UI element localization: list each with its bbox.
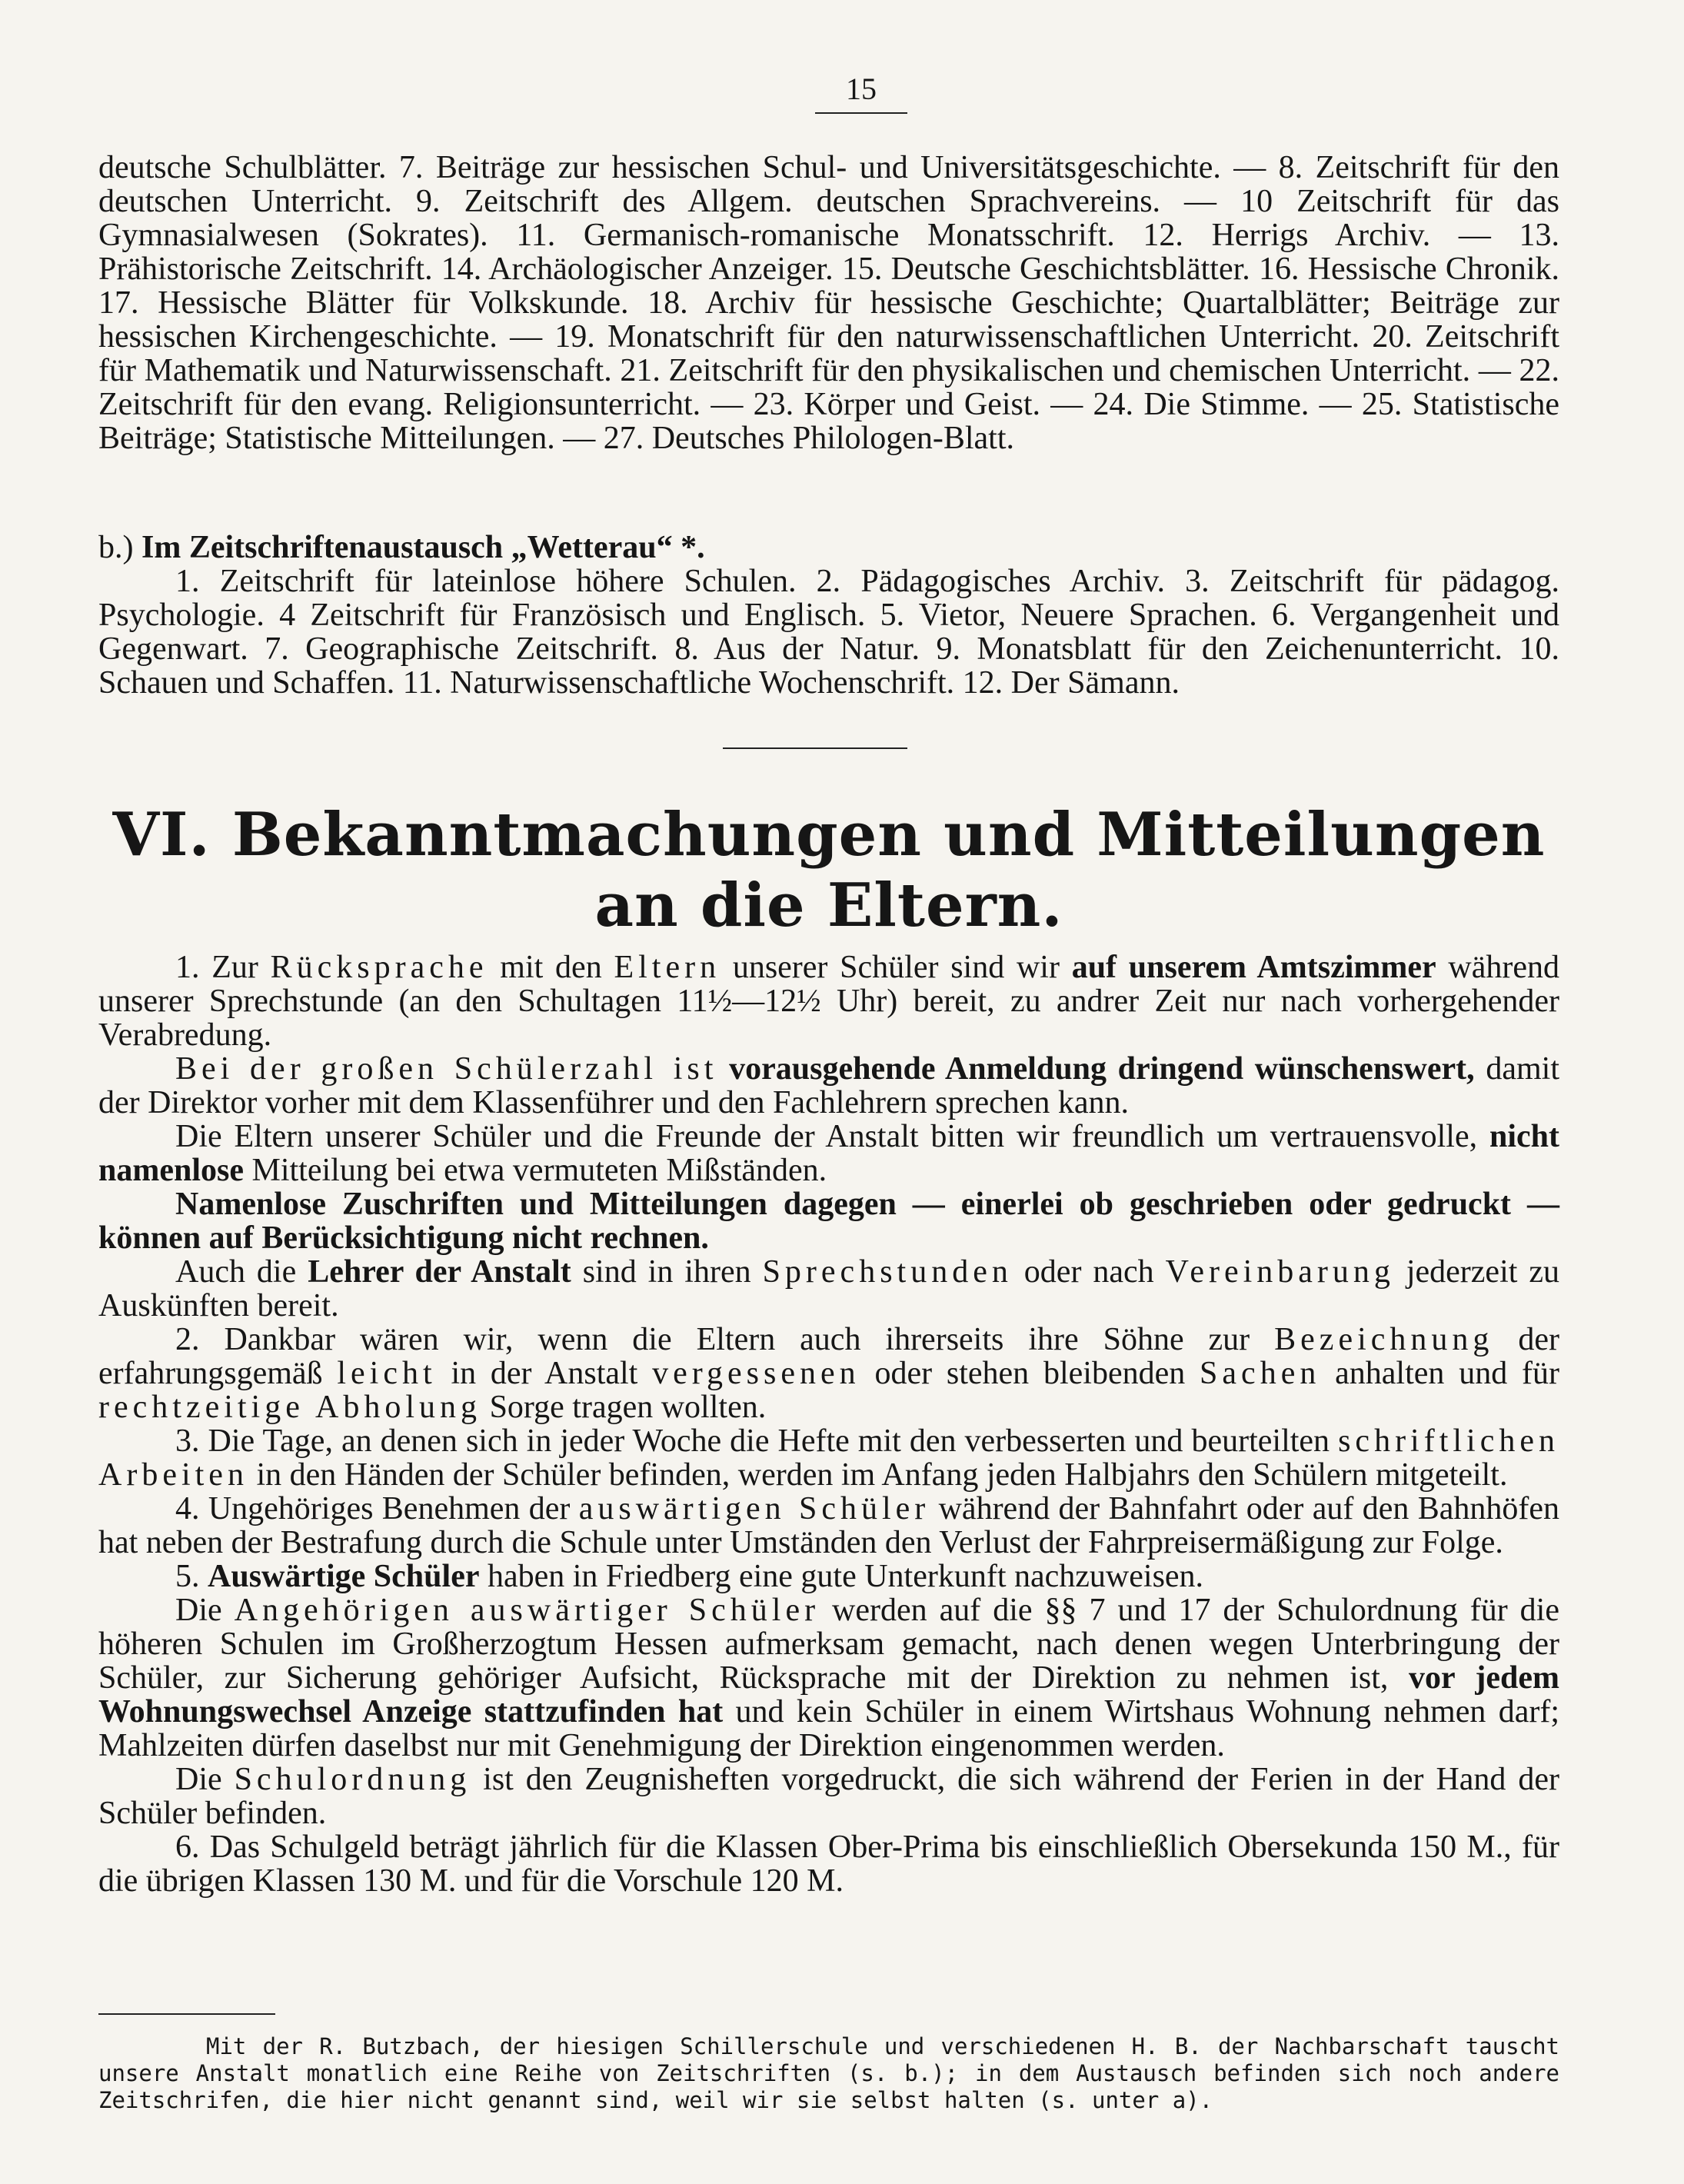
notice-1-text: unserer Schüler sind wir (721, 950, 1072, 985)
footnote-rule (98, 2013, 275, 2015)
notice-1-text: mit den (488, 950, 614, 985)
relatives-text: werden auf die §§ 7 und 17 der Schulordnung für die höheren Schulen im Großherzogtum Hessen aufmerksam gemacht, nach denen wegen Unterbringung der Schüler, zur Sicherung gehöriger Aufsicht, Rücksprache mit der Direktion zu nehmen ist, (98, 1593, 1559, 1696)
footnote-text: Mit der R. Butzbach, der hiesigen Schillerschule und verschiedenen H. B. der Nachbarschaft tauscht unsere Anstalt monatlich eine Reihe von Zeitschriften (s. b.); in dem Austausch befinden sich noch andere Zeitschrifen, die hier nicht genannt sind, weil wir sie selbst halten (s. unter a). (98, 2033, 1559, 2113)
notice-2-text: 2. Dankbar wären wir, wenn die Eltern auch ihrerseits ihre Söhne zur (175, 1322, 1275, 1357)
notice-6: 6. Das Schulgeld beträgt jährlich für die Klassen Ober-Prima bis einschließlich Obersekunda 150 M., für die übrigen Klassen 130 M. und für die Vorschule 120 M. (98, 1829, 1559, 1899)
notice-1-registration (98, 1052, 1559, 1120)
notice-1-spaced: Rücksprache (270, 950, 488, 985)
notice-5-school-rules (98, 1763, 1559, 1830)
notice-1-spaced: Eltern (614, 950, 721, 985)
journal-list-a-text: deutsche Schulblätter. 7. Beiträge zur hessischen Schul- und Universitätsgeschichte. — 8. Zeitschrift für den deutschen Unterricht. 9. Zeitschrift des Allgem. deutschen Sprachvereins. — 10 Zeitschrift für das Gymnasialwesen (Sokrates). 11. Germanisch-romanische Monatsschrift. 12. Herrigs Archiv. — 13. Prähistorische Zeitschrift. 14. Archäologischer Anzeiger. 15. Deutsche Geschichtsblätter. 16. Hessische Chronik. 17. Hessische Blätter für Volkskunde. 18. Archiv für hessische Geschichte; Quartalblätter; Beiträge zur hessischen Kirchengeschichte. — 19. Monatschrift für den naturwissenschaftlichen Unterricht. 20. Zeitschrift für Mathematik und Naturwissenschaft. 21. Zeitschrift für den physikalischen und chemischen Unterricht. — 22. Zeitschrift für den evang. Religionsunterricht. — 23. Körper und Geist. — 24. Die Stimme. — 25. Statistische Beiträge; Statistische Mitteilungen. — 27. Deutsches Philologen-Blatt. (98, 150, 1559, 456)
notice-2-text: der erfahrungsgemäß (98, 1322, 1559, 1391)
notice-4-text: 4. Ungehöriges Benehmen der (175, 1491, 579, 1526)
notice-2-text: in der Anstalt (436, 1356, 653, 1391)
notice-2 (98, 1323, 1559, 1424)
notice-2-spaced: Bezeichnung (1274, 1322, 1494, 1357)
teachers-bold: Lehrer der Anstalt (308, 1254, 571, 1290)
notice-2-spaced: leicht (337, 1356, 437, 1391)
notice-1-parents (98, 1120, 1559, 1187)
teachers-text: Auch die (175, 1254, 308, 1290)
school-rules-text: ist den Zeugnisheften vorgedruckt, die sich während der Ferien in der Hand der Schüler befinden. (98, 1762, 1559, 1831)
section-b-end-rule (723, 747, 907, 749)
notice-2-text: Sorge tragen wollten. (481, 1390, 767, 1425)
notice-4-spaced: auswärtigen Schüler (578, 1491, 930, 1526)
notice-1-text: während unserer Sprechstunde (an den Schultagen 11½—12½ Uhr) bereit, zu andrer Zeit nur nach vorhergehender Verabredung. (98, 950, 1559, 1053)
notice-5-text: 5. (175, 1559, 208, 1594)
notice-3-text: in den Händen der Schüler befinden, werden im Anfang jeden Halbjahrs den Schülern mitgeteilt. (248, 1457, 1508, 1493)
section-heading-line2: an die Eltern. (594, 871, 1063, 941)
footnote (98, 2033, 1559, 2114)
notice-4-text: während der Bahnfahrt oder auf den Bahnhöfen hat neben der Bestrafung durch die Schule unter Umständen den Verlust der Fahrpreisermäßigung zur Folge. (98, 1491, 1559, 1560)
section-b (98, 531, 1559, 700)
page-number: 15 (846, 72, 877, 106)
journal-list-a (98, 151, 1559, 455)
section-heading-line1: VI. Bekanntmachungen und Mitteilungen (112, 800, 1546, 870)
notice-2-text: oder stehen bleibenden (860, 1356, 1200, 1391)
notice-1 (98, 951, 1559, 1052)
section-heading (98, 800, 1559, 941)
notice-3 (98, 1424, 1559, 1492)
notice-3-text: 3. Die Tage, an denen sich in jeder Woche die Hefte mit den verbesserten und beurteilten (175, 1423, 1339, 1459)
notice-4 (98, 1492, 1559, 1560)
teachers-spaced: Sprechstunden (762, 1254, 1013, 1290)
parents-text: Die Eltern unserer Schüler und die Freunde der Anstalt bitten wir freundlich um vertrauensvolle, (175, 1119, 1489, 1154)
teachers-text: jederzeit zu Auskünften bereit. (98, 1254, 1559, 1323)
notice-2-spaced: rechtzeitige Abholung (98, 1390, 482, 1425)
notice-5-relatives (98, 1593, 1559, 1763)
notice-5-text: haben in Friedberg eine gute Unterkunft nachzuweisen. (479, 1559, 1204, 1594)
page-number-rule (815, 112, 907, 114)
relatives-text: und kein Schüler in einem Wirtshaus Wohnung nehmen darf; Mahlzeiten dürfen daselbst nur mit Genehmigung der Direktion eingenommen werden. (98, 1694, 1560, 1763)
notice-1-bold: auf unserem Amtszimmer (1071, 950, 1436, 985)
notice-5 (98, 1560, 1559, 1593)
notice-1-text: 1. Zur (175, 950, 271, 985)
notice-2-spaced: vergessenen (652, 1356, 860, 1391)
registration-text: damit der Direktor vorher mit dem Klassenführer und den Fachlehrern sprechen kann. (98, 1051, 1560, 1120)
notice-3-spaced: schriftlichen Arbeiten (98, 1423, 1559, 1493)
teachers-text: oder nach (1012, 1254, 1166, 1290)
notice-5-bold: Auswärtige Schüler (208, 1559, 480, 1594)
relatives-spaced: Angehörigen auswärtiger Schüler (234, 1593, 820, 1628)
notice-1-teachers (98, 1255, 1559, 1323)
parents-bold: nicht namenlose (98, 1119, 1559, 1188)
school-rules-text: Die (175, 1762, 235, 1797)
relatives-text: Die (175, 1593, 235, 1628)
registration-bold: vorausgehende Anmeldung dringend wünschenswert, (717, 1051, 1475, 1087)
notices-body (98, 951, 1559, 1898)
section-b-title: Im Zeitschriftenaustausch „Wetterau“ *. (141, 530, 705, 565)
notice-2-spaced: Sachen (1200, 1356, 1321, 1391)
section-b-text: 1. Zeitschrift für lateinlose höhere Schulen. 2. Pädagogisches Archiv. 3. Zeitschrift für pädagog. Psychologie. 4 Zeitschrift für Französisch und Englisch. 5. Vietor, Neuere Sprachen. 6. Vergangenheit und Gegenwart. 7. Geographische Zeitschrift. 8. Aus der Natur. 9. Monatsblatt für den Zeichenunterricht. 10. Schauen und Schaffen. 11. Naturwissenschaftliche Wochenschrift. 12. Der Sämann. (98, 564, 1559, 701)
school-rules-spaced: Schulordnung (234, 1762, 471, 1797)
section-b-heading (98, 531, 1559, 564)
relatives-bold: vor jedem Wohnungswechsel Anzeige stattzufinden hat (98, 1660, 1560, 1730)
section-b-label: b.) (98, 530, 134, 565)
notice-2-text: anhalten und für (1320, 1356, 1559, 1391)
parents-text: Mitteilung bei etwa vermuteten Mißständen. (244, 1153, 827, 1188)
notice-1-anonymous: Namenlose Zuschriften und Mitteilungen dagegen — einerlei ob geschrieben oder gedruckt — können auf Berücksichtigung nicht rechnen. (98, 1187, 1559, 1256)
teachers-text: sind in ihren (571, 1254, 763, 1290)
registration-spaced: Bei der großen Schülerzahl ist (175, 1051, 718, 1087)
teachers-spaced: Vereinbarung (1165, 1254, 1395, 1290)
